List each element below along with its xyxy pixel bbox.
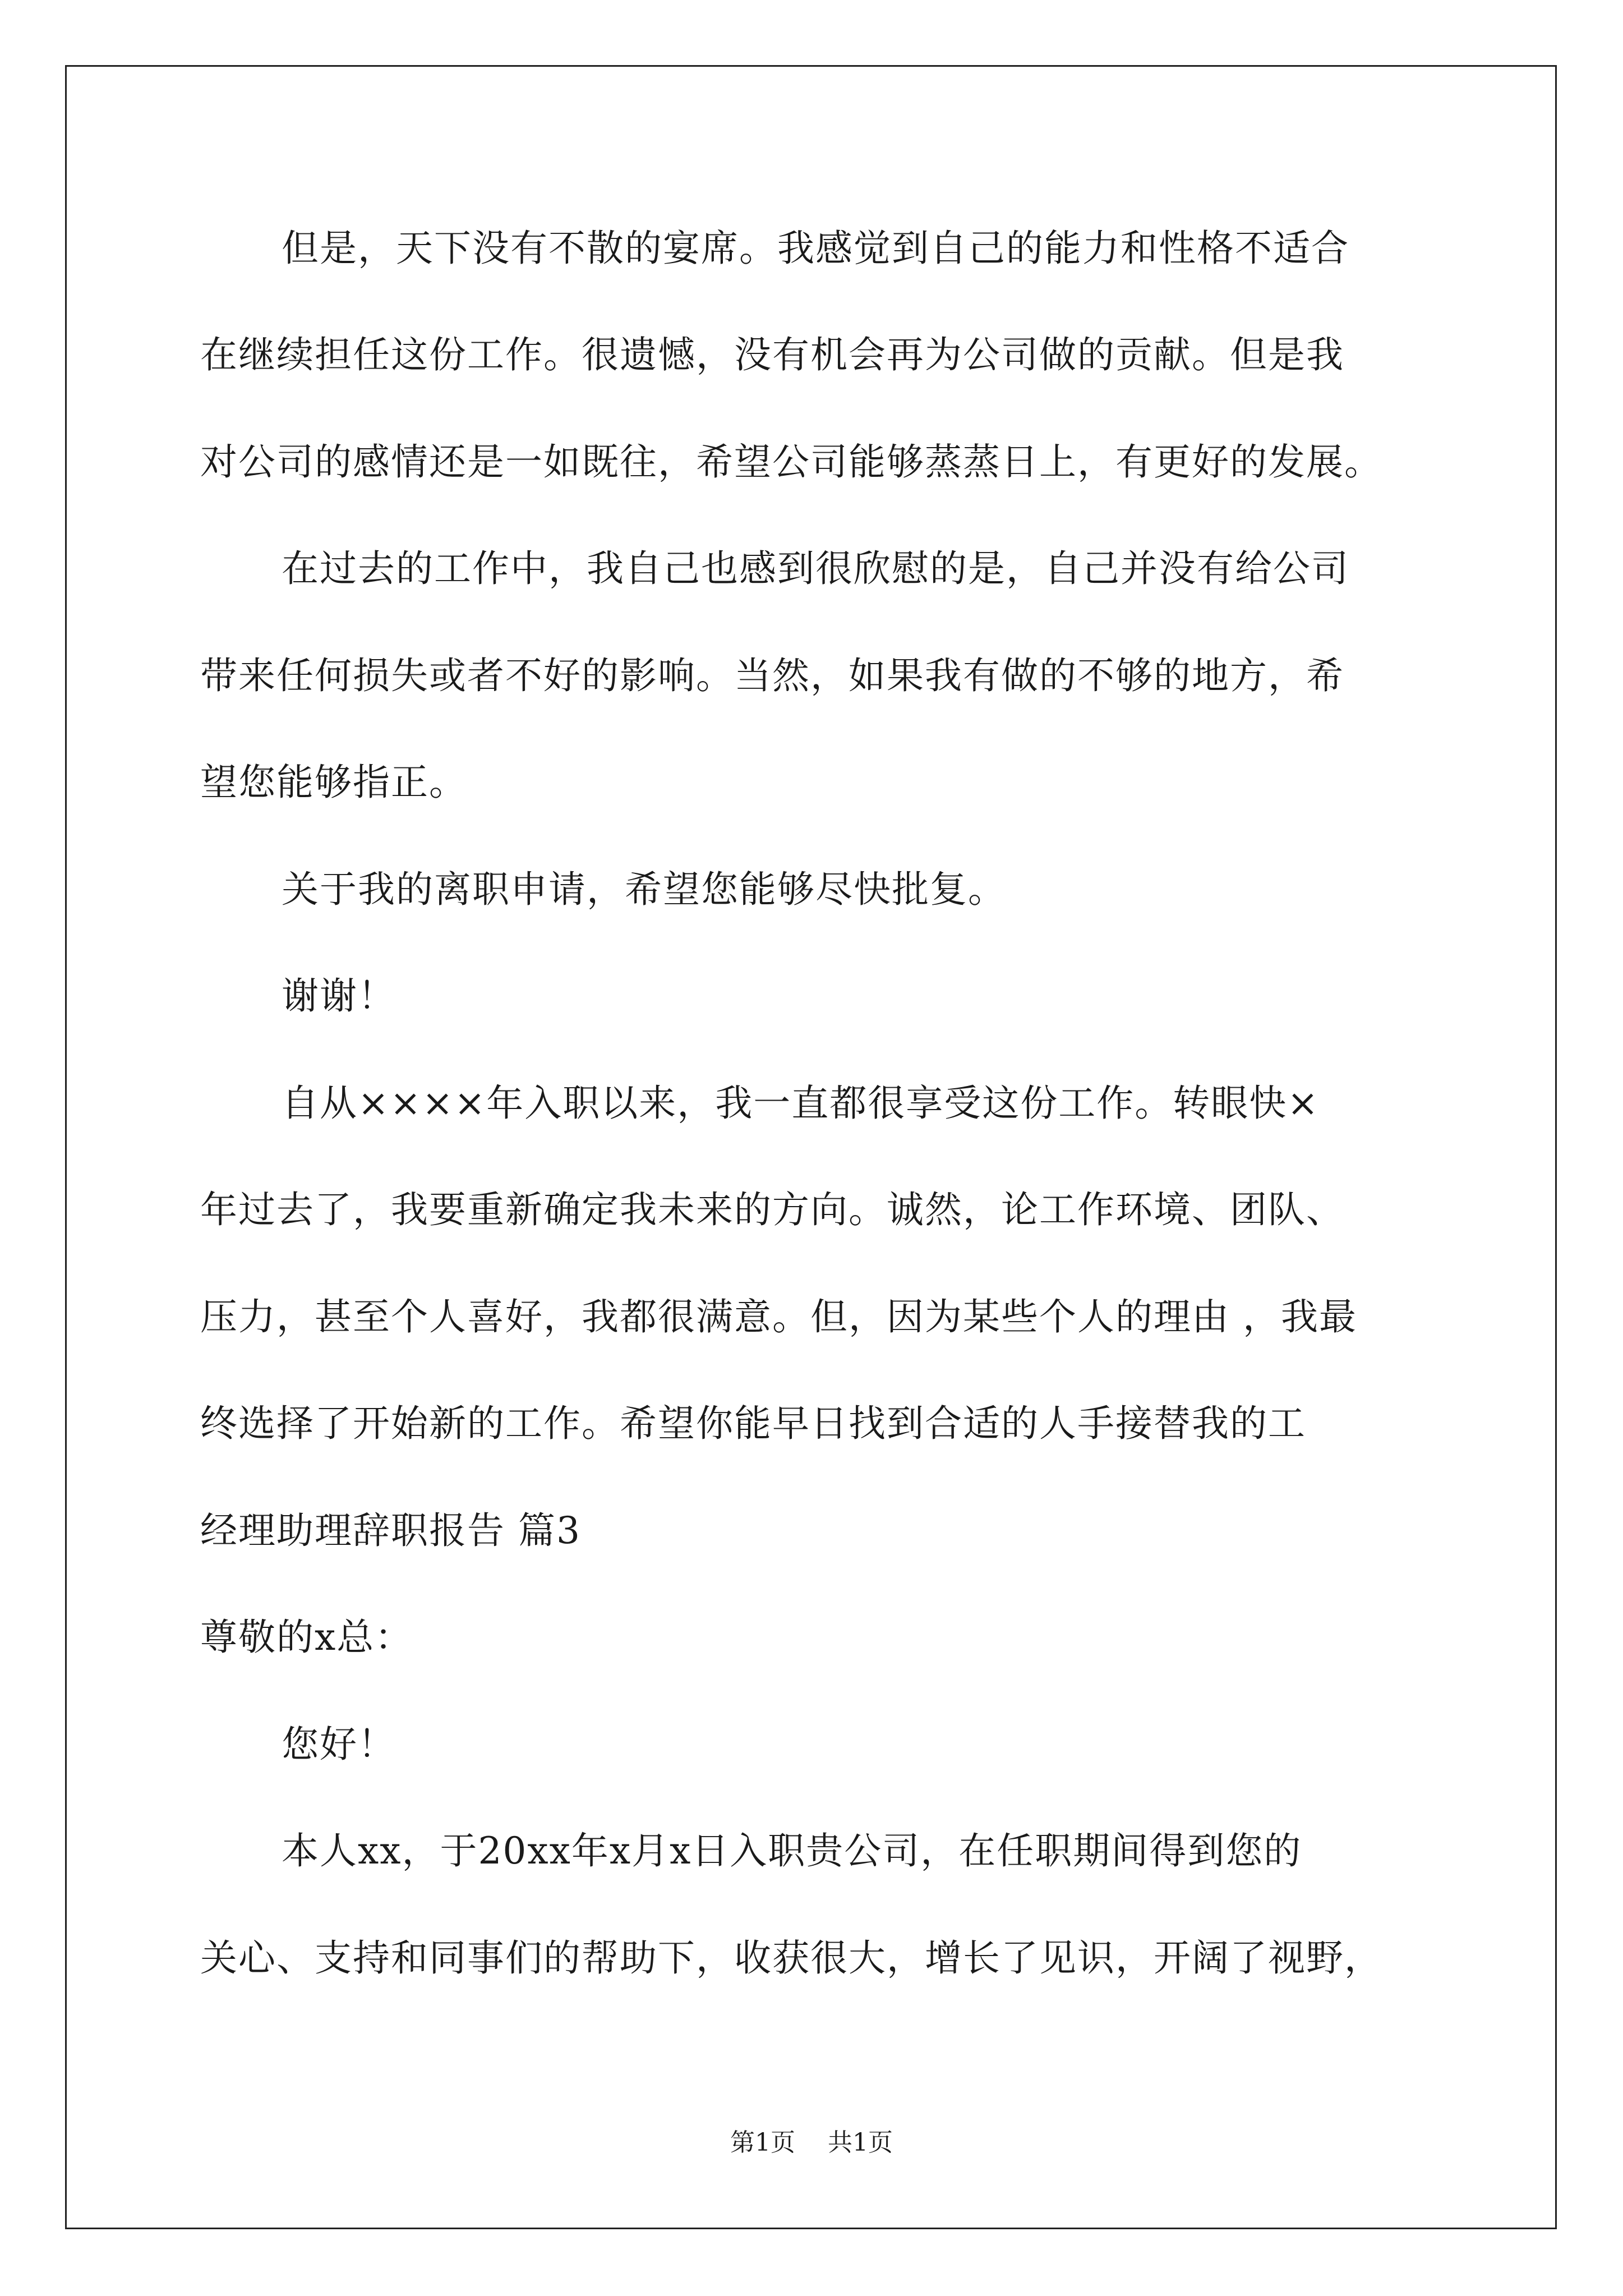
paragraph-line: 自从××××年入职以来，我一直都很享受这份工作。转眼快× [282, 1082, 1320, 1125]
salutation: 尊敬的x总： [200, 1616, 413, 1659]
greeting: 您好！ [282, 1723, 396, 1766]
paragraph-line: 年过去了，我要重新确定我未来的方向。诚然，论工作环境、团队、 [200, 1188, 1344, 1231]
paragraph-line: 对公司的感情还是一如既往，希望公司能够蒸蒸日上，有更好的发展。 [200, 440, 1382, 484]
paragraph-line: 本人xx，于20xx年x月x日入职贵公司，在任职期间得到您的 [282, 1829, 1302, 1872]
page-number: 第1页 [730, 2128, 795, 2157]
page-border [65, 65, 1557, 2229]
paragraph-line: 在过去的工作中，我自己也感到很欣慰的是，自己并没有给公司 [282, 547, 1349, 590]
section-heading: 经理助理辞职报告 篇3 [200, 1509, 581, 1552]
paragraph-line: 终选择了开始新的工作。希望你能早日找到合适的人手接替我的工 [200, 1402, 1306, 1445]
paragraph-line: 关心、支持和同事们的帮助下，收获很大，增长了见识，开阔了视野， [200, 1936, 1382, 1980]
paragraph-line: 关于我的离职申请，希望您能够尽快批复。 [282, 868, 1006, 911]
page-total: 共1页 [828, 2128, 893, 2157]
paragraph-line: 但是，天下没有不散的宴席。我感觉到自己的能力和性格不适合 [282, 227, 1349, 270]
page-footer [0, 2126, 1623, 2160]
paragraph-line: 望您能够指正。 [200, 761, 467, 804]
paragraph-line: 压力，甚至个人喜好，我都很满意。但，因为某些个人的理由 ，我最 [200, 1295, 1357, 1338]
paragraph-line: 带来任何损失或者不好的影响。当然，如果我有做的不够的地方，希 [200, 654, 1344, 697]
paragraph-line: 在继续担任这份工作。很遗憾，没有机会再为公司做的贡献。但是我 [200, 333, 1344, 376]
paragraph-line: 谢谢！ [282, 974, 396, 1018]
